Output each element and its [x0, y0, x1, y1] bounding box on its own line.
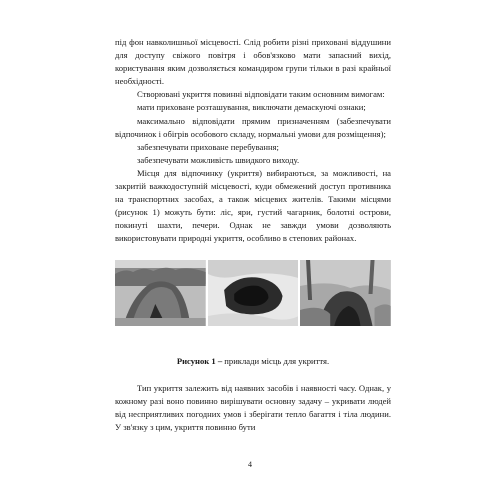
requirement-item-1: мати приховане розташування, виключати демаскуючі ознаки;: [137, 102, 366, 113]
requirement-item-2: максимально відповідати прямим призначенням (забезпечувати відпочинок і обігрів особового складу, нормальні умови для розміщення);: [115, 115, 391, 139]
page-number: 4: [248, 460, 252, 469]
page-body: [115, 36, 391, 434]
requirement-item-4: забезпечувати можливість швидкого виходу.: [137, 154, 300, 165]
paragraph-shelter-intro: під фон навколишньої місцевості. Слід робити різні приховані віддушини для доступу свіжого повітря і обов'язково мати запасний вихід, користування яким дозволяється командиром групи тільки в разі крайньої необхідності.: [115, 37, 391, 87]
figure-caption: [115, 355, 391, 368]
paragraph-shelter-type: Тип укриття залежить від наявних засобів і наявності часу. Однак, у кожному разі воно повинно вирішувати основну задачу – укривати людей від несприятливих погодних умов і зберігати тепло багаття і тіла людини. У зв'язку з цим, укриття повинно бути: [115, 382, 391, 432]
figure-photos: [115, 260, 391, 326]
snow-pit-shelter-photo: [208, 260, 299, 326]
haystack-shelter-photo: [115, 260, 206, 326]
paragraph-requirements-lead: Створювані укриття повинні відповідати таким основним вимогам:: [137, 89, 385, 100]
forest-dugout-photo: [300, 260, 391, 326]
figure-caption-label: Рисунок 1 –: [176, 355, 223, 366]
requirement-item-3: забезпечувати приховане перебування;: [137, 141, 279, 152]
paragraph-shelter-places: Місця для відпочинку (укриття) вибираються, за можливості, на закритій важкодоступній місцевості, куди обмежений доступ противника на транспортних засобах, а також місцевих жителів. Такими місцями (рисунок 1) можуть бути: ліс, яри, густий чагарник, болотні острови, покинуті шахти, печери. Однак не завжди умови дозволяють використовувати природні укриття, особливо в степових районах.: [115, 167, 391, 244]
figure-caption-text: приклади місць для укриття.: [222, 355, 330, 366]
